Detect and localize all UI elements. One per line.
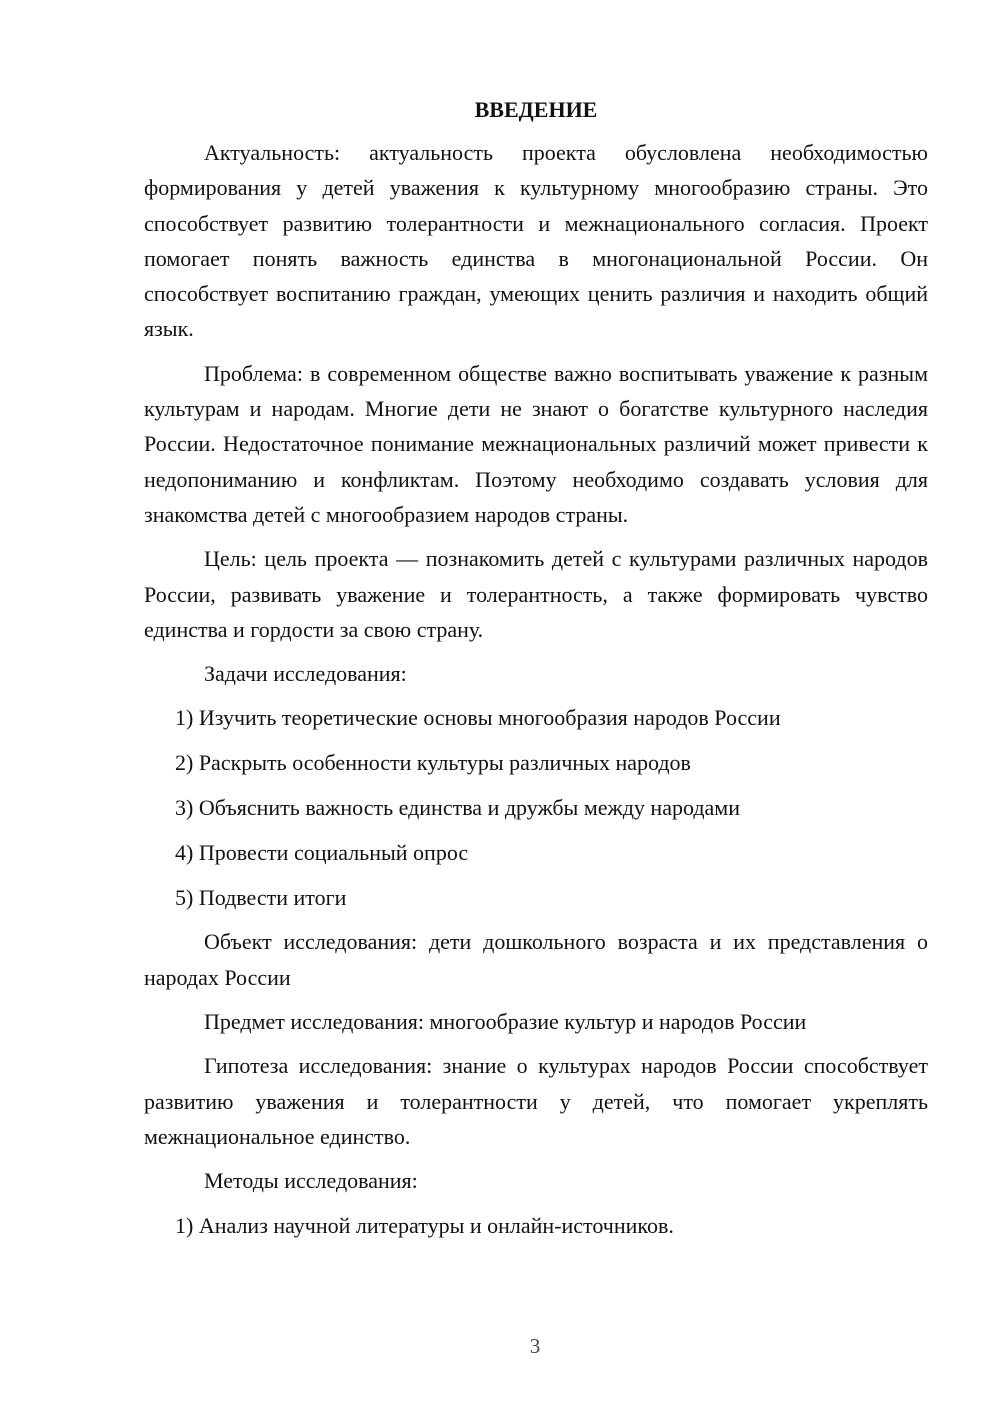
subject-paragraph: Предмет исследования: многообразие культур и народов России bbox=[204, 1009, 807, 1035]
task-item-2: 2) Раскрыть особенности культуры различных народов bbox=[175, 750, 691, 776]
section-heading: ВВЕДЕНИЕ bbox=[474, 97, 598, 122]
page-number: 3 bbox=[529, 1334, 541, 1358]
task-item-4: 4) Провести социальный опрос bbox=[175, 839, 469, 865]
hypothesis-paragraph: Гипотеза исследования: знание о культурах народов России способствует развитию уважения и толерантности у детей, что помогает укреплять межнациональное единство. bbox=[144, 1053, 928, 1149]
method-item-1: 1) Анализ научной литературы и онлайн-источников. bbox=[175, 1212, 674, 1238]
object-paragraph: Объект исследования: дети дошкольного возраста и их представления о народах России bbox=[144, 929, 928, 990]
methods-label: Методы исследования: bbox=[204, 1168, 418, 1194]
task-item-3: 3) Объяснить важность единства и дружбы между народами bbox=[175, 795, 740, 821]
task-item-1: 1) Изучить теоретические основы многообразия народов России bbox=[175, 705, 781, 731]
relevance-paragraph: Актуальность: актуальность проекта обусловлена необходимостью формирования у детей уважения к культурному многообразию страны. Это способствует развитию толерантности и межнационального согласия. Проект помогает понять важность единства в многонациональной России. Он способствует воспитанию граждан, умеющих ценить различия и находить общий язык. bbox=[144, 140, 928, 342]
task-item-5: 5) Подвести итоги bbox=[175, 884, 347, 910]
problem-paragraph: Проблема: в современном обществе важно воспитывать уважение к разным культурам и народам. Многие дети не знают о богатстве культурного наследия России. Недостаточное понимание межнациональных различий может привести к недопониманию и конфликтам. Поэтому необходимо создавать условия для знакомства детей с многообразием народов страны. bbox=[144, 360, 928, 527]
page-content bbox=[144, 96, 928, 1252]
tasks-label: Задачи исследования: bbox=[204, 661, 407, 687]
goal-paragraph: Цель: цель проекта — познакомить детей с культурами различных народов России, развивать уважение и толерантность, а также формировать чувство единства и гордости за свою страну. bbox=[144, 546, 928, 642]
